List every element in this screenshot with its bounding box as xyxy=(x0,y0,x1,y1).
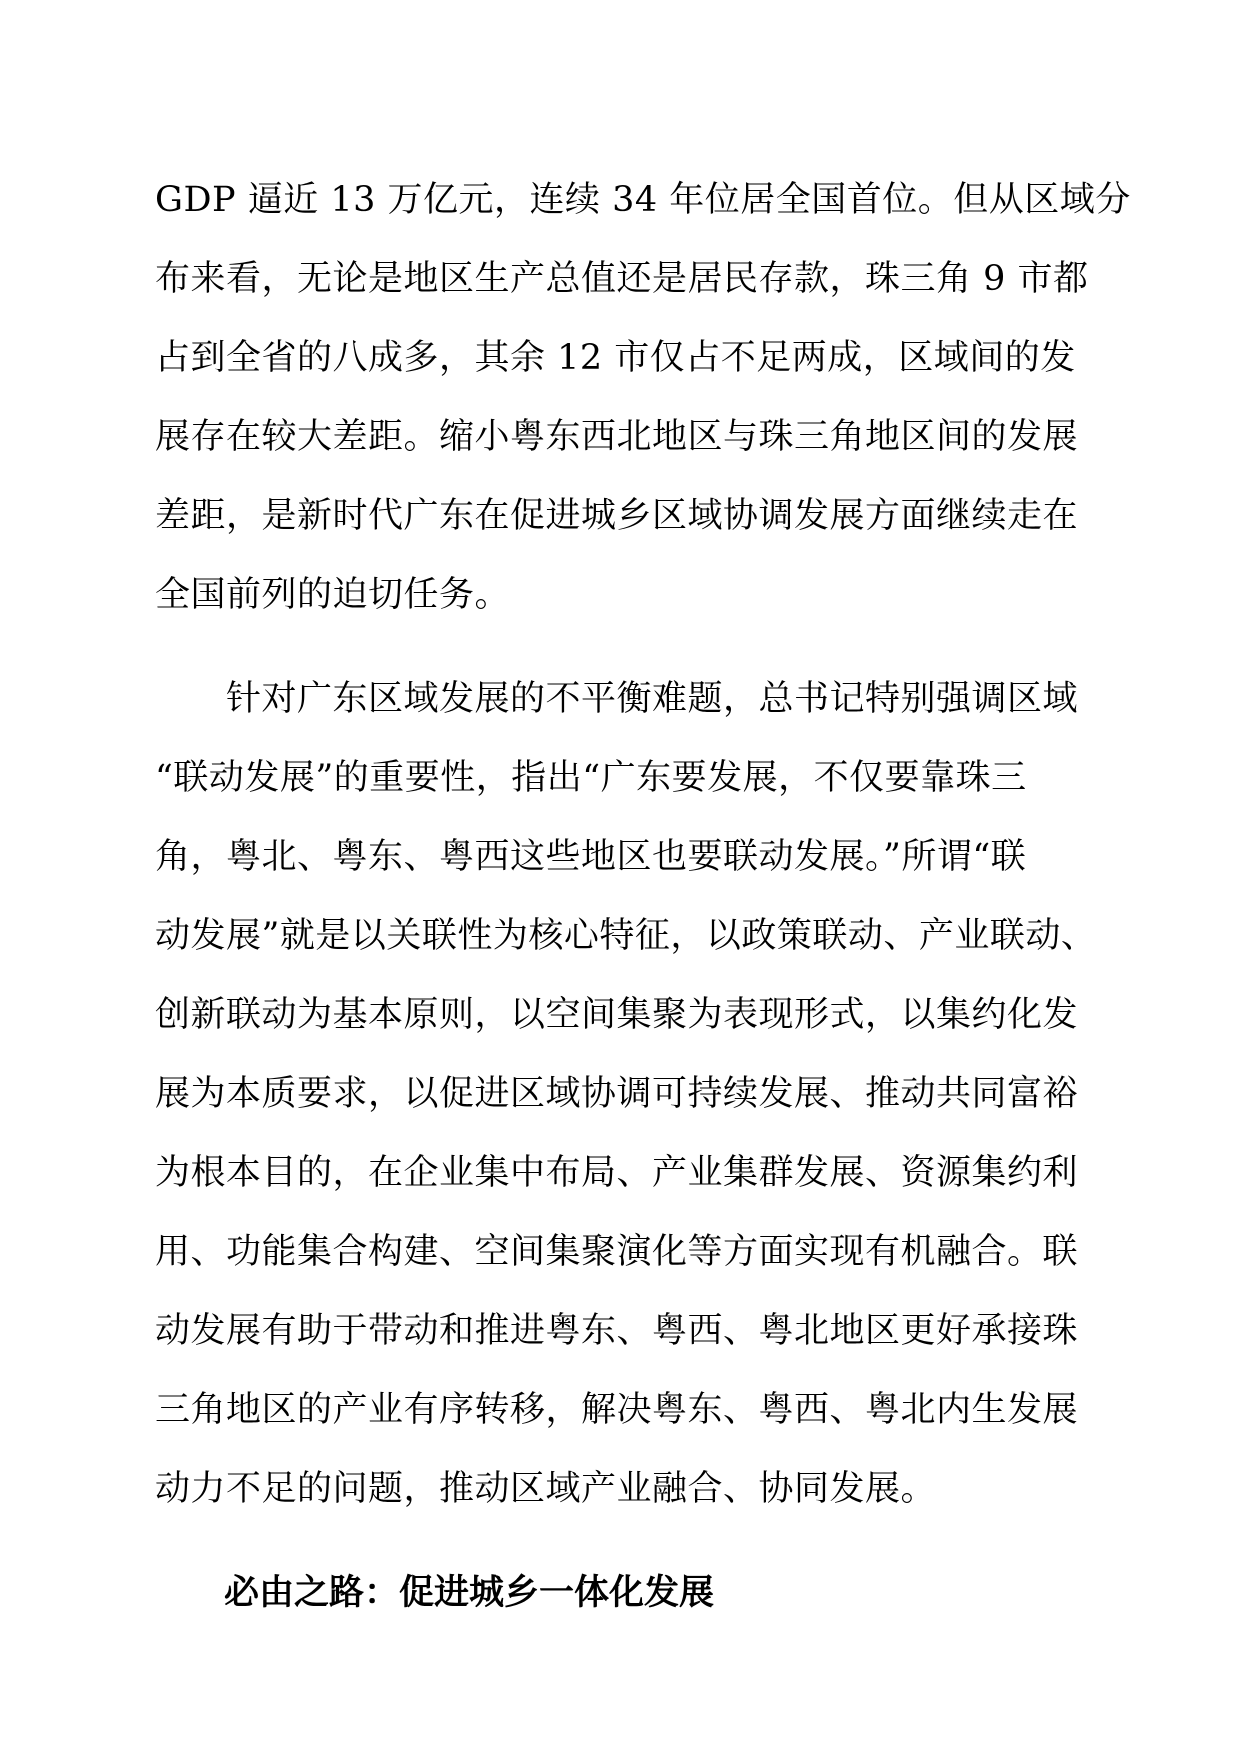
paragraph-line: 展为本质要求，以促进区域协调可持续发展、推动共同富裕 xyxy=(155,1074,1079,1114)
paragraph-line: 动力不足的问题，推动区域产业融合、协同发展。 xyxy=(155,1469,937,1509)
paragraph-line: 差距，是新时代广东在促进城乡区域协调发展方面继续走在 xyxy=(155,496,1079,536)
paragraph-line: 用、功能集合构建、空间集聚演化等方面实现有机融合。联 xyxy=(155,1232,1079,1272)
paragraph-line: 占到全省的八成多，其余 12 市仅占不足两成，区域间的发 xyxy=(155,338,1076,378)
paragraph-line: 创新联动为基本原则，以空间集聚为表现形式，以集约化发 xyxy=(155,995,1079,1035)
paragraph-line: 全国前列的迫切任务。 xyxy=(155,575,511,615)
paragraph-line: 动发展”就是以关联性为核心特征，以政策联动、产业联动、 xyxy=(155,916,1097,956)
paragraph-line: 为根本目的，在企业集中布局、产业集群发展、资源集约利 xyxy=(155,1153,1079,1193)
paragraph-line: GDP 逼近 13 万亿元，连续 34 年位居全国首位。但从区域分 xyxy=(155,180,1131,220)
paragraph-line: 布来看，无论是地区生产总值还是居民存款，珠三角 9 市都 xyxy=(155,259,1089,299)
paragraph-line: 角，粤北、粤东、粤西这些地区也要联动发展。”所谓“联 xyxy=(155,837,1027,877)
paragraph-line: 针对广东区域发展的不平衡难题，总书记特别强调区域 xyxy=(155,679,1079,719)
paragraph-line: “联动发展”的重要性，指出“广东要发展，不仅要靠珠三 xyxy=(155,758,1027,798)
paragraph-line: 动发展有助于带动和推进粤东、粤西、粤北地区更好承接珠 xyxy=(155,1311,1079,1351)
paragraph-line: 三角地区的产业有序转移，解决粤东、粤西、粤北内生发展 xyxy=(155,1390,1079,1430)
section-heading: 必由之路：促进城乡一体化发展 xyxy=(224,1573,715,1613)
paragraph-line: 展存在较大差距。缩小粤东西北地区与珠三角地区间的发展 xyxy=(155,417,1079,457)
